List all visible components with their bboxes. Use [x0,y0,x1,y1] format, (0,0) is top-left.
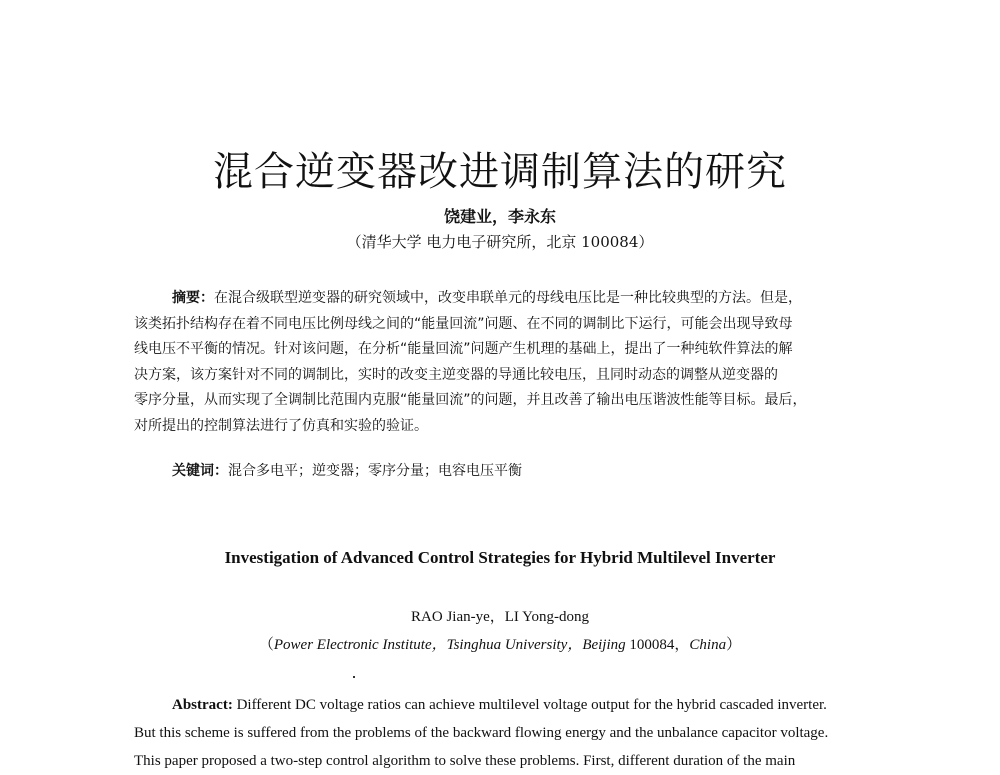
affiliation-country: China [689,637,727,653]
chinese-keywords-label: 关键词： [172,463,228,479]
affiliation-institute: Power Electronic Institute，Tsinghua University，Beijing [273,637,626,653]
english-abstract-line: This paper proposed a two-step control algorithm to solve these problems. First, different duration of the main [134,753,796,769]
english-abstract-text: Different DC voltage ratios can achieve multilevel voltage output for the hybrid cascaded inverter. [232,697,827,713]
english-abstract-line [134,691,872,719]
affiliation-postcode: 100084， [625,637,690,653]
chinese-abstract [134,286,874,439]
chinese-abstract-line: 决方案，该方案针对不同的调制比，实时的改变主逆变器的导通比较电压，且同时动态的调整从逆变器的 [134,366,778,383]
chinese-keywords [172,460,522,480]
english-abstract [134,691,872,775]
chinese-abstract-line: 对所提出的控制算法进行了仿真和实验的验证。 [134,417,428,434]
english-affiliation [0,633,1000,654]
chinese-abstract-label: 摘要： [172,290,214,306]
english-abstract-line: But this scheme is suffered from the problems of the backward flowing energy and the unbalance capacitor voltage. [134,725,829,741]
chinese-affiliation: （清华大学 电力电子研究所，北京 100084） [346,233,654,251]
english-title: Investigation of Advanced Control Strategies for Hybrid Multilevel Inverter [224,548,776,567]
chinese-authors: 饶建业，李永东 [443,207,556,226]
english-abstract-label: Abstract: [172,697,233,713]
affiliation-close-paren: ） [726,637,742,653]
chinese-abstract-line: 零序分量，从而实现了全调制比范围内克服“能量回流”的问题，并且改善了输出电压谐波性能等目标。最后， [134,392,807,408]
chinese-abstract-line [134,286,874,312]
chinese-abstract-text: 在混合级联型逆变器的研究领域中，改变串联单元的母线电压比是一种比较典型的方法。但是， [214,290,802,306]
chinese-abstract-line: 该类拓扑结构存在着不同电压比例母线之间的“能量回流”问题、在不同的调制比下运行，可能会出现导致母 [134,315,793,332]
english-authors: RAO Jian-ye，LI Yong-dong [411,609,589,625]
chinese-keywords-text: 混合多电平；逆变器；零序分量；电容电压平衡 [228,463,522,479]
affiliation-open-paren: （ [258,637,274,653]
chinese-title: 混合逆变器改进调制算法的研究 [213,149,787,195]
chinese-abstract-line: 线电压不平衡的情况。针对该问题，在分析“能量回流”问题产生机理的基础上，提出了一种纯软件算法的解 [134,341,793,357]
scan-speck [353,676,355,678]
